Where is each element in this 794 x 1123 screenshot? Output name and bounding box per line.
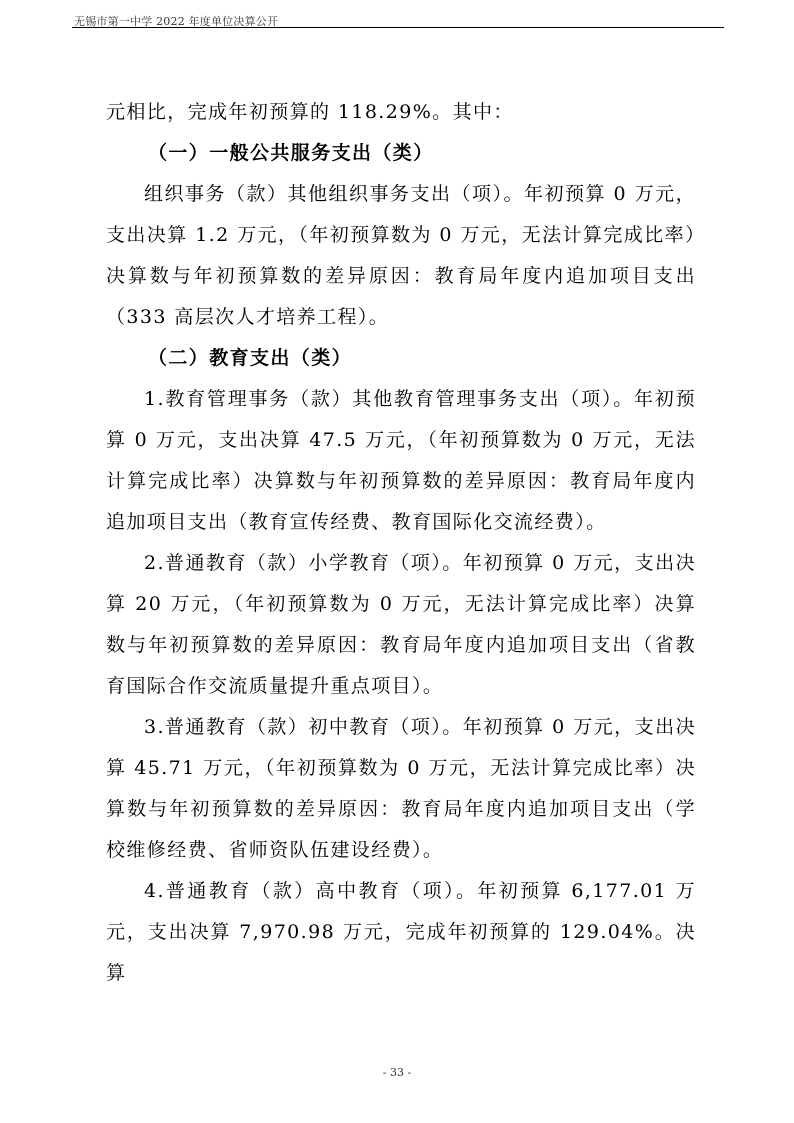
paragraph-education-management: 1.教育管理事务（款）其他教育管理事务支出（项）。年初预算 0 万元，支出决算 47.5 万元，（年初预算数为 0 万元，无法计算完成比率）决算数与年初预算数的差异原因：教育局年度内追加项目支出（教育宣传经费、教育国际化交流经费）。 [106,388,696,533]
header-rule [72,27,724,28]
paragraph-organization-affairs: 组织事务（款）其他组织事务支出（项）。年初预算 0 万元，支出决算 1.2 万元，（年初预算数为 0 万元，无法计算完成比率）决算数与年初预算数的差异原因：教育局年度内追加项目支出（333 高层次人才培养工程）。 [106,183,696,328]
running-header: 无锡市第一中学 2022 年度单位决算公开 [74,15,279,28]
paragraph-continuation: 元相比，完成年初预算的 118.29%。其中： [106,101,514,123]
section-heading-general-public-services: （一）一般公共服务支出（类） [148,142,434,164]
paragraph-senior-high-education: 4.普通教育（款）高中教育（项）。年初预算 6,177.01 万元，支出决算 7,970.98 万元，完成年初预算的 129.04%。决算 [106,880,696,984]
paragraph-junior-high-education: 3.普通教育（款）初中教育（项）。年初预算 0 万元，支出决算 45.71 万元，（年初预算数为 0 万元，无法计算完成比率）决算数与年初预算数的差异原因：教育局年度内追加项目支出（学校维修经费、省师资队伍建设经费）。 [106,716,696,861]
document-body [106,92,696,994]
page-number: - 33 - [382,1066,412,1079]
section-heading-education: （二）教育支出（类） [148,347,353,369]
paragraph-primary-education: 2.普通教育（款）小学教育（项）。年初预算 0 万元，支出决算 20 万元，（年初预算数为 0 万元，无法计算完成比率）决算数与年初预算数的差异原因：教育局年度内追加项目支出（省教育国际合作交流质量提升重点项目）。 [106,552,696,697]
